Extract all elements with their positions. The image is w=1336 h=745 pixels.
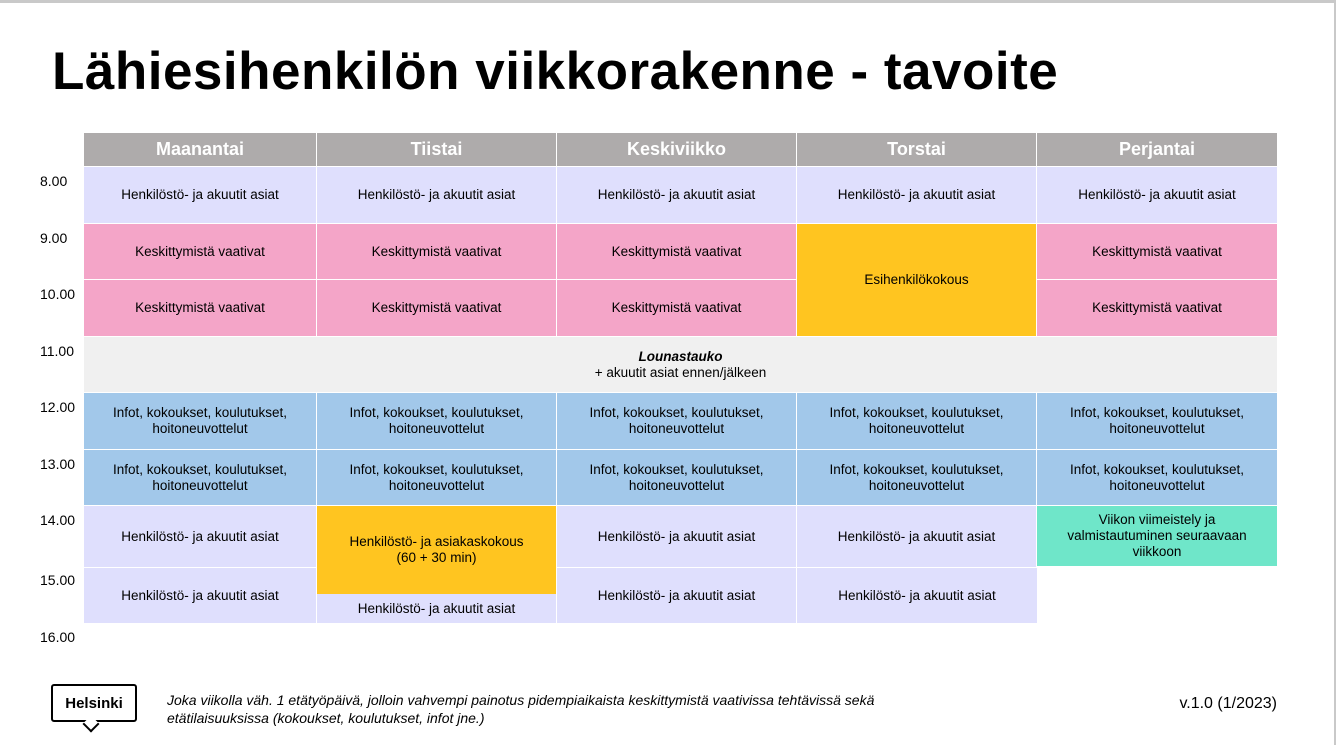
time-label: 16.00 — [40, 629, 76, 645]
time-label: 8.00 — [40, 173, 68, 189]
slot-text: Keskittymistä vaativat — [1092, 300, 1222, 315]
footer-note: Joka viikolla väh. 1 etätyöpäivä, jolloin vahvempi painotus pidempiaikaista keskittymistä vaativissa tehtävissä sekä etätilaisuuksissa (kokoukset, koulutukset, infot jne.) — [167, 692, 875, 726]
slot-text: Keskittymistä vaativat — [611, 300, 742, 315]
time-label: 12.00 — [40, 399, 76, 415]
slot-infot — [557, 393, 797, 450]
slot-text: Henkilöstö- ja asiakaskokous — [349, 534, 524, 549]
day-header-wednesday: Keskiviikko — [557, 133, 797, 166]
slot-henkilosto — [797, 506, 1037, 568]
slot-text: Henkilöstö- ja akuutit asiat — [121, 187, 279, 202]
day-header-tuesday: Tiistai — [317, 133, 557, 166]
slot-henkilosto — [797, 167, 1037, 224]
time-label: 10.00 — [40, 286, 76, 302]
slot-henkilosto — [84, 167, 317, 224]
version-label: v.1.0 (1/2023) — [1179, 695, 1277, 712]
slot-text: Infot, kokoukset, koulutukset, hoitoneuvottelut — [589, 405, 764, 436]
slot-text: Henkilöstö- ja akuutit asiat — [597, 528, 756, 544]
day-header-thursday: Torstai — [797, 133, 1037, 166]
slot-text: Henkilöstö- ja akuutit asiat — [357, 187, 516, 202]
slot-keskittymista — [317, 280, 557, 337]
slot-lounastauko — [84, 337, 1277, 393]
slot-infot — [797, 393, 1037, 450]
slide-top-border — [0, 0, 1336, 3]
slot-text: Henkilöstö- ja akuutit asiat — [121, 528, 279, 544]
slot-infot — [797, 450, 1037, 506]
slot-text: Keskittymistä vaativat — [611, 243, 742, 259]
slot-text: Keskittymistä vaativat — [135, 300, 265, 315]
slot-asiakaskokous — [317, 506, 557, 594]
slot-henkilosto — [557, 167, 797, 224]
slot-text: Keskittymistä vaativat — [135, 243, 265, 259]
slot-keskittymista — [84, 280, 317, 337]
slot-text: Keskittymistä vaativat — [371, 300, 502, 315]
slot-text: Viikon viimeistely ja valmistautuminen seuraavaan viikkoon — [1067, 512, 1247, 559]
slot-text: Henkilöstö- ja akuutit asiat — [357, 600, 516, 616]
slot-henkilosto — [84, 568, 317, 623]
slot-text: Esihenkilökokous — [864, 272, 969, 287]
slot-text: Henkilöstö- ja akuutit asiat — [838, 587, 996, 603]
slot-text: Keskittymistä vaativat — [1092, 243, 1222, 259]
slot-infot — [317, 450, 557, 506]
slot-text: Infot, kokoukset, koulutukset, hoitoneuvottelut — [112, 461, 288, 493]
slot-text: Infot, kokoukset, koulutukset, hoitoneuvottelut — [829, 461, 1004, 493]
slot-henkilosto — [317, 594, 557, 623]
slot-henkilosto — [84, 506, 317, 568]
logo-text: Helsinki — [65, 694, 123, 712]
slot-text: Infot, kokoukset, koulutukset, hoitoneuvottelut — [589, 461, 764, 493]
slot-keskittymista — [317, 224, 557, 280]
page-title: Lähiesihenkilön viikkorakenne - tavoite — [52, 42, 1059, 101]
slot-henkilosto — [317, 167, 557, 224]
slot-text: Keskittymistä vaativat — [371, 243, 502, 259]
slot-keskittymista — [1037, 224, 1277, 280]
lunch-subtitle: + akuutit asiat ennen/jälkeen — [594, 364, 767, 380]
slot-infot — [317, 393, 557, 450]
slot-infot — [557, 450, 797, 506]
slot-text: Henkilöstö- ja akuutit asiat — [1078, 187, 1236, 202]
slot-keskittymista — [557, 224, 797, 280]
slot-keskittymista — [84, 224, 317, 280]
slot-infot — [84, 393, 317, 450]
slot-esihenkilokokous — [797, 224, 1037, 337]
slot-subtext: (60 + 30 min) — [396, 550, 477, 565]
slot-text: Henkilöstö- ja akuutit asiat — [121, 587, 279, 603]
slot-keskittymista — [1037, 280, 1277, 337]
slot-henkilosto — [557, 506, 797, 568]
slot-keskittymista — [557, 280, 797, 337]
slot-text: Infot, kokoukset, koulutukset, hoitoneuvottelut — [829, 405, 1004, 436]
slot-text: Henkilöstö- ja akuutit asiat — [837, 187, 996, 202]
slot-text: Henkilöstö- ja akuutit asiat — [597, 187, 756, 202]
slot-henkilosto — [557, 568, 797, 623]
slot-text: Infot, kokoukset, koulutukset, hoitoneuvottelut — [1069, 461, 1245, 493]
day-header-monday: Maanantai — [84, 133, 317, 166]
slot-henkilosto — [1037, 167, 1277, 224]
slot-text: Infot, kokoukset, koulutukset, hoitoneuvottelut — [1069, 405, 1245, 436]
slot-text: Infot, kokoukset, koulutukset, hoitoneuvottelut — [349, 405, 524, 436]
slot-henkilosto — [797, 568, 1037, 623]
slot-text: Infot, kokoukset, koulutukset, hoitoneuvottelut — [349, 461, 524, 493]
slot-text: Henkilöstö- ja akuutit asiat — [597, 587, 756, 603]
time-label: 13.00 — [40, 456, 76, 472]
day-header-friday: Perjantai — [1037, 133, 1277, 166]
time-label: 11.00 — [40, 343, 74, 359]
slot-text: Henkilöstö- ja akuutit asiat — [837, 528, 996, 544]
slot-infot — [84, 450, 317, 506]
time-label: 15.00 — [40, 572, 76, 588]
helsinki-logo — [51, 684, 137, 722]
slot-text: Infot, kokoukset, koulutukset, hoitoneuvottelut — [112, 405, 288, 436]
time-label: 14.00 — [40, 512, 76, 528]
slot-infot — [1037, 450, 1277, 506]
lunch-title: Lounastauko — [638, 348, 723, 364]
time-label: 9.00 — [40, 230, 68, 246]
slot-infot — [1037, 393, 1277, 450]
slot-viikon-viimeistely — [1037, 506, 1277, 566]
